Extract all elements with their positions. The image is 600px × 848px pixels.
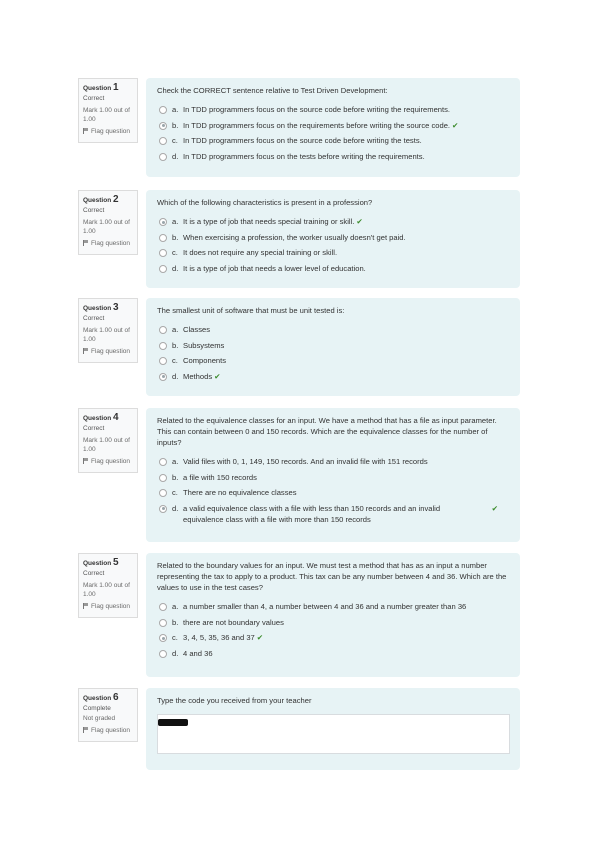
question-content-6 — [146, 688, 520, 770]
question-number: Question 2 — [83, 194, 119, 205]
redacted-answer — [158, 719, 188, 726]
radio-button[interactable] — [159, 137, 167, 145]
question-info-5 — [78, 553, 138, 618]
question-text: Related to the boundary values for an input. We must test a method that has as an input a number representing the tax to apply to a product. This tax can be any number between 4 and 36. Which are the values to use in the test cases? — [157, 561, 507, 592]
radio-button[interactable] — [159, 357, 167, 365]
radio-button[interactable] — [159, 106, 167, 114]
answer-option[interactable]: a. Classes — [159, 324, 510, 335]
question-mark: Mark 1.00 out of 1.00 — [83, 107, 130, 123]
question-content-1 — [146, 78, 520, 177]
flag-question-link[interactable]: Flag question — [83, 127, 133, 136]
question-text: The smallest unit of software that must be unit tested is: — [157, 306, 345, 315]
radio-button[interactable] — [159, 458, 167, 466]
correct-check-icon: ✔ — [356, 217, 363, 226]
radio-button[interactable] — [159, 249, 167, 257]
answer-option[interactable]: a. a number smaller than 4, a number between 4 and 36 and a number greater than 36 — [159, 601, 510, 612]
question-content-3 — [146, 298, 520, 396]
question-number: Question 3 — [83, 302, 119, 313]
question-state: Correct — [83, 570, 105, 577]
question-state: Correct — [83, 315, 105, 322]
flag-icon — [83, 727, 89, 733]
radio-button-selected[interactable] — [159, 505, 167, 513]
radio-button[interactable] — [159, 619, 167, 627]
question-number: Question 4 — [83, 412, 119, 423]
question-text: Type the code you received from your teacher — [157, 696, 312, 705]
radio-button[interactable] — [159, 603, 167, 611]
radio-button-selected[interactable] — [159, 122, 167, 130]
correct-check-icon: ✔ — [452, 120, 459, 130]
radio-button[interactable] — [159, 153, 167, 161]
answer-option[interactable]: c. It does not require any special training or skill. — [159, 247, 510, 258]
question-content-4 — [146, 408, 520, 542]
answer-option[interactable]: a. It is a type of job that needs special training or skill. ✔ — [159, 216, 510, 227]
question-content-5 — [146, 553, 520, 677]
correct-check-icon: ✔ — [214, 371, 221, 381]
radio-button[interactable] — [159, 489, 167, 497]
answer-option[interactable]: c. Components — [159, 355, 510, 366]
question-text: Related to the equivalence classes for an input. We have a method that has a file as input parameter. This can contain between 0 and 150 records. Which are the equivalence classes for the number of inputs? — [157, 416, 497, 447]
question-state: Correct — [83, 207, 105, 214]
question-state: Correct — [83, 425, 105, 432]
question-info-1 — [78, 78, 138, 143]
answer-option[interactable]: b. Subsystems — [159, 340, 510, 351]
answer-option[interactable]: c. There are no equivalence classes — [159, 487, 510, 498]
question-number: Question 5 — [83, 557, 119, 568]
answer-text-field[interactable] — [157, 714, 510, 754]
question-info-2 — [78, 190, 138, 255]
question-mark: Mark 1.00 out of 1.00 — [83, 219, 130, 235]
flag-icon — [83, 458, 89, 464]
radio-button-selected[interactable] — [159, 373, 167, 381]
answer-option[interactable]: b. When exercising a profession, the worker usually doesn't get paid. — [159, 232, 510, 243]
flag-icon — [83, 128, 89, 134]
answer-option[interactable]: c. In TDD programmers focus on the source code before writing the tests. — [159, 135, 510, 146]
question-text: Which of the following characteristics is present in a profession? — [157, 198, 373, 207]
question-mark: Mark 1.00 out of 1.00 — [83, 327, 130, 343]
question-number: Question 6 — [83, 692, 119, 703]
radio-button[interactable] — [159, 342, 167, 350]
question-mark: Mark 1.00 out of 1.00 — [83, 582, 130, 598]
radio-button[interactable] — [159, 326, 167, 334]
radio-button[interactable] — [159, 650, 167, 658]
question-mark: Mark 1.00 out of 1.00 — [83, 437, 130, 453]
flag-question-link[interactable]: Flag question — [83, 726, 133, 735]
answer-option[interactable]: b. a file with 150 records — [159, 472, 510, 483]
radio-button[interactable] — [159, 234, 167, 242]
answer-option[interactable]: d. It is a type of job that needs a lower level of education. — [159, 263, 510, 274]
flag-question-link[interactable]: Flag question — [83, 347, 133, 356]
question-text: Check the CORRECT sentence relative to Test Driven Development: — [157, 86, 388, 95]
question-info-6 — [78, 688, 138, 742]
flag-question-link[interactable]: Flag question — [83, 602, 133, 611]
question-content-2 — [146, 190, 520, 288]
radio-button[interactable] — [159, 474, 167, 482]
correct-check-icon: ✔ — [491, 503, 498, 513]
question-mark: Not graded — [83, 715, 116, 722]
radio-button-selected[interactable] — [159, 634, 167, 642]
answer-option[interactable]: d. In TDD programmers focus on the tests before writing the requirements. — [159, 151, 510, 162]
answer-option[interactable]: b. there are not boundary values — [159, 617, 510, 628]
answer-option[interactable]: d. a valid equivalence class with a file with less than 150 records and an invalid equivalence class with a file with more than 150 records ✔ — [159, 503, 510, 525]
answer-option[interactable]: d. 4 and 36 — [159, 648, 510, 659]
answer-option[interactable]: a. In TDD programmers focus on the source code before writing the requirements. — [159, 104, 510, 115]
flag-icon — [83, 348, 89, 354]
answer-option[interactable]: c. 3, 4, 5, 35, 36 and 37 ✔ — [159, 632, 510, 643]
answer-option[interactable]: d. Methods ✔ — [159, 371, 510, 382]
flag-icon — [83, 603, 89, 609]
radio-button-selected[interactable] — [159, 218, 167, 226]
question-info-3 — [78, 298, 138, 363]
answer-option[interactable]: b. In TDD programmers focus on the requirements before writing the source code. ✔ — [159, 120, 510, 131]
flag-question-link[interactable]: Flag question — [83, 457, 133, 466]
question-info-4 — [78, 408, 138, 473]
radio-button[interactable] — [159, 265, 167, 273]
correct-check-icon: ✔ — [256, 633, 264, 642]
question-number: Question 1 — [83, 82, 119, 93]
flag-icon — [83, 240, 89, 246]
answer-option[interactable]: a. Valid files with 0, 1, 149, 150 records. And an invalid file with 151 records — [159, 456, 510, 467]
question-state: Correct — [83, 95, 105, 102]
question-state: Complete — [83, 705, 111, 712]
flag-question-link[interactable]: Flag question — [83, 239, 133, 248]
